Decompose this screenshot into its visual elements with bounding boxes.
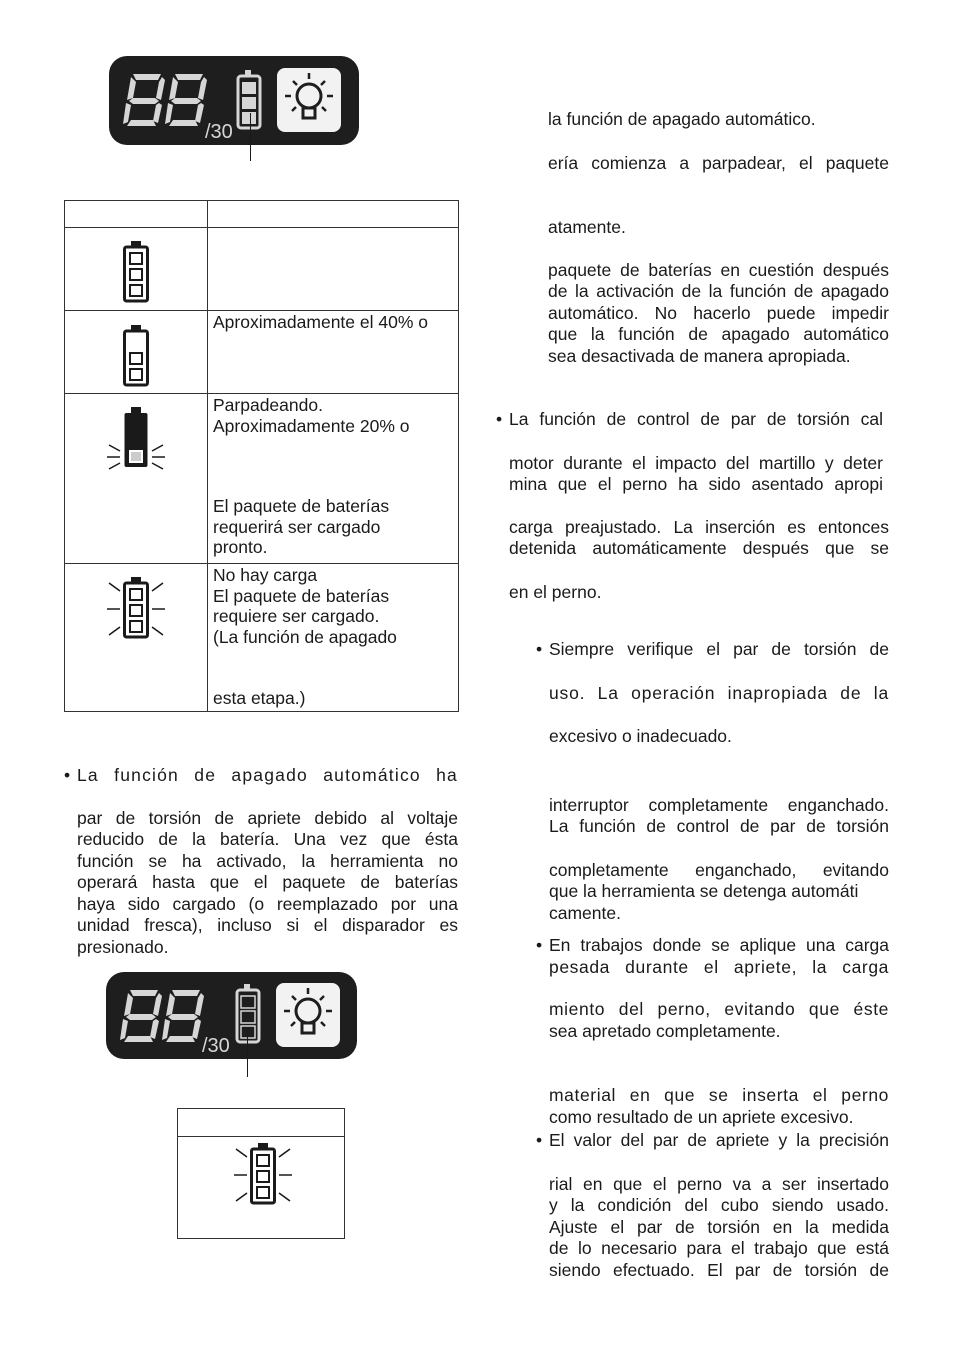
empty-battery-table <box>177 1108 345 1239</box>
bullet-marker: • <box>496 409 503 429</box>
counter-suffix: /30 <box>205 121 233 143</box>
bullet-marker: • <box>536 1130 543 1150</box>
row-4-text: No hay carga El paquete de baterías requiere ser cargado. (La función de apagado esta etapa.) <box>213 565 397 708</box>
battery-empty-blinking-icon <box>107 577 165 646</box>
right-top-paragraph: la función de apagado automático. ería comienza a parpadear, el paquete atamente. paquete de baterías en cuestión después de la activación de la función de apagado automático. No hacerlo puede impedir que la función de apagado automático sea desactivada de manera apropiada. <box>548 109 889 366</box>
bullet-marker: • <box>536 935 543 955</box>
battery-level-table <box>64 200 459 712</box>
battery-empty-blinking-icon <box>234 1143 292 1212</box>
torque-value-paragraph: El valor del par de apriete y la precisión rial en que el perno va a ser insertado y la condición del cubo siendo usado. Ajuste el par de torsión en la medida de lo necesario para el trabajo que está siendo efectuado. El par de torsión de <box>549 1130 889 1280</box>
auto-off-paragraph: La función de apagado automático ha par de torsión de apriete debido al voltaje reducido de la batería. Una vez que ésta función se ha activado, la herramienta no operará hasta que el paquete de baterías haya sido cargado (o reemplazado por una unidad fresca), incluso si el disparador es presionado. <box>77 765 458 957</box>
bullet-marker: • <box>536 639 543 659</box>
torque-control-paragraph: La función de control de par de torsión cal motor durante el impacto del martillo y deter mina que el perno ha sido asentado apropi carga preajustado. La inserción es entonces detenida automáticamente después que se en el perno. <box>509 409 889 602</box>
light-bulb-icon <box>276 983 340 1047</box>
row-2-text: Aproximadamente el 40% o <box>213 312 428 332</box>
light-bulb-icon <box>277 68 341 132</box>
battery-one-bar-blinking-icon <box>107 407 165 476</box>
heavy-load-paragraph: En trabajos donde se aplique una carga pesada durante el apriete, la carga miento del perno, evitando que éste sea apretado completamente. material en que se inserta el perno como resultado de un apriete excesivo. <box>549 935 889 1127</box>
lcd-display-bottom <box>106 972 357 1059</box>
verify-torque-paragraph: Siempre verifique el par de torsión de uso. La operación inapropiada de la excesivo o inadecuado. interruptor completamente enganchado. La función de control de par de torsión completamente enganchado, evitando que la herramienta se detenga automáti camente. <box>549 639 889 923</box>
bullet-marker: • <box>64 765 71 785</box>
counter-suffix: /30 <box>202 1035 230 1057</box>
leader-line <box>247 1030 248 1077</box>
leader-line <box>250 113 251 161</box>
battery-two-bars-icon <box>123 325 149 392</box>
battery-full-icon <box>123 241 149 308</box>
row-3-text: Parpadeando. Aproximadamente 20% o El paquete de baterías requerirá ser cargado pronto. <box>213 395 410 557</box>
lcd-display-top <box>109 56 359 145</box>
